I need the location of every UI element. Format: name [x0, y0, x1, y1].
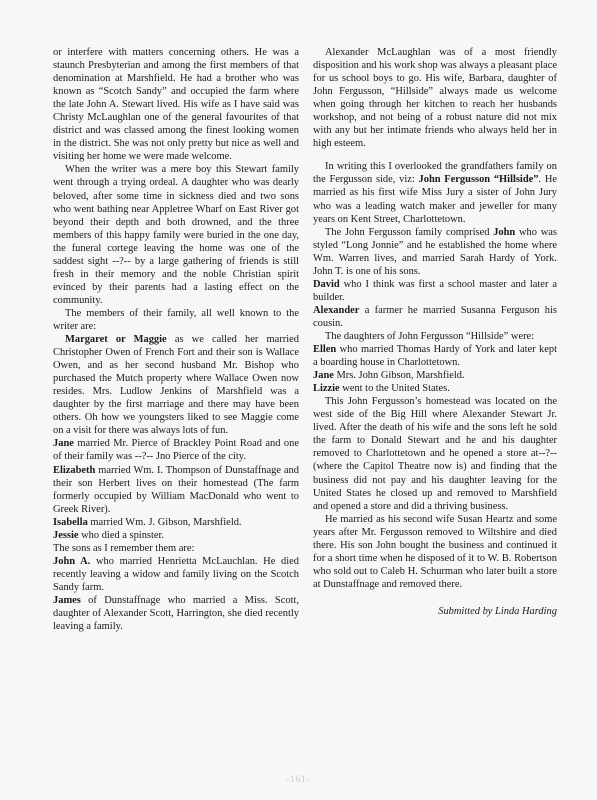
text-run: He married as his second wife Susan Heartz and some years after Mr. Fergusson removed to Wiltshire and died there. His son John bought the business and continued it for a short time when he disposed of it to W. B. Robertson who sold out to Caleb H. Schurman who later built a store at Dunstaffnage and removed there. — [313, 513, 557, 590]
paragraph — [53, 46, 299, 163]
paragraph — [313, 513, 557, 591]
paragraph — [53, 437, 299, 463]
text-run: Mrs. John Gibson, Marshfield. — [333, 370, 465, 382]
paragraph — [313, 382, 557, 395]
paragraph — [53, 464, 299, 516]
paragraph — [313, 330, 557, 343]
paragraph — [53, 516, 299, 529]
paragraph — [313, 278, 557, 304]
text-run: married Wm. J. Gibson, Marshfield. — [87, 516, 242, 528]
right-column — [313, 46, 557, 618]
bold-name: John A. — [53, 555, 91, 567]
paragraph — [313, 304, 557, 330]
text-run: as we called her married Christopher Owen of French Fort and their son is Wallace Owen, and as her second husband Mr. Bishop who purchased the Mutch property where Wallace Owen now resides. Mrs. Ludlow Jenkins of Marshfield was a daughter by the first marriage and there may have been others. Oh how we youngsters liked to see Maggie come on a visit for there was always lots of fun. — [53, 334, 299, 437]
text-run: . He married as his first wife Miss Jury a sister of John Jury who was a leading watch maker and jeweller for many years on Kent Street, Charlottetown. — [313, 174, 557, 225]
text-run: When the writer was a mere boy this Stewart family went through a trying ordeal. A daughter who was dearly beloved, after some time in sickness died and two sons who went bathing near Appletree Wharf on East River got beyond their depth and both drowned, and the three members of this happy family were buried in the one day, the funeral cortege leaving the home was one of the saddest sight --?-- by a large gathering of friends is still fresh in their memory and the noble Christian spirit evinced by their parents had a lasting effect on the community. — [53, 164, 299, 306]
text-run: or interfere with matters concerning others. He was a staunch Presbyterian and among the first members of that denomination at Marshfield. He had a brother who was known as “Scotch Sandy” and occupied the farm where the late John A. Stewart lived. His wife as I have said was Christy McLaughlan one of the general favourites of that district and was classed among the finest looking women in the district. She was not only pretty but nice as well and visiting her home we were made welcome. — [53, 47, 299, 163]
bold-name: Ellen — [313, 344, 337, 356]
bold-name: John Fergusson “Hillside” — [418, 174, 539, 186]
text-run: of Dunstaffnage who married a Miss. Scott, daughter of Alexander Scott, Harrington, she died recently leaving a family. — [53, 594, 299, 633]
text-run: who married Henrietta McLauchlan. He died recently leaving a widow and family living on the Scotch Sandy farm. — [53, 555, 299, 593]
bold-name: Jane — [53, 438, 74, 450]
paragraph — [313, 343, 557, 369]
paragraph — [53, 555, 299, 594]
bold-name: Jane — [313, 370, 334, 382]
paragraph — [53, 163, 299, 307]
bold-name: John — [493, 226, 516, 238]
text-run: who was styled “Long Jonnie” and he established the home where Wm. Warren lives, and married Sarah Hardy of York. John T. is one of his sons. — [313, 226, 557, 277]
paragraph — [313, 160, 557, 225]
bold-name: Lizzie — [313, 383, 340, 395]
text-run: The sons as I remember them are: — [53, 542, 195, 554]
paragraph — [313, 369, 557, 382]
left-column — [53, 46, 299, 633]
text-run: The daughters of John Fergusson “Hillside” were: — [325, 330, 535, 342]
text-run: married Wm. I. Thompson of Dunstaffnage and their son Herbert lives on their homestead (The farm formerly occupied by William MacDonald who went to Greek River). — [53, 464, 299, 515]
paragraph — [313, 395, 557, 512]
text-run: went to the United States. — [339, 383, 450, 395]
text-run: The members of their family, all well known to the writer are: — [53, 307, 299, 332]
page-number: -161- — [286, 774, 311, 784]
text-run: a farmer he married Susanna Ferguson his cousin. — [313, 304, 557, 329]
paragraph — [313, 226, 557, 278]
text-run: Alexander McLaughlan was of a most friendly disposition and his work shop was always a pleasant place for us school boys to go. His wife, Barbara, daughter of John Fergusson, “Hillside” always made us welcome when going through her kitchen to reach her husbands workshop, and not being of a robust nature did not mix with any but her intimate friends who always held her in high esteem. — [313, 47, 557, 150]
text-run: who I think was first a school master and later a builder. — [313, 278, 557, 303]
text-run: In writing this I overlooked the grandfathers family on the Fergusson side, viz: — [313, 161, 557, 186]
bold-name: David — [313, 278, 340, 290]
bold-name: Jessie — [53, 529, 79, 541]
text-run: This John Fergusson’s homestead was located on the west side of the Big Hill where Alexander Stewart Jr. lived. After the death of his wife and the sons left he sold the farm to Donald Stewart and he and his daughter removed to Charlottetown and he opened a store at--?-- (where the Capitol Theatre now is) and finding that the business did not pay and his daughter leaving for the United States he closed up and removed to Marshfield and opened a store and did a thriving business. — [313, 396, 557, 512]
right-column-paragraphs — [313, 46, 557, 591]
bold-name: Isabella — [53, 516, 88, 528]
paragraph — [53, 594, 299, 633]
paragraph — [53, 307, 299, 333]
text-run: The John Fergusson family comprised — [325, 226, 494, 238]
text-run: married Mr. Pierce of Brackley Point Road and one of their family was --?-- Jno Pierce of the city. — [53, 438, 299, 463]
bold-name: James — [53, 594, 81, 606]
paragraph — [53, 529, 299, 542]
paragraph — [53, 542, 299, 555]
bold-name: Alexander — [313, 304, 360, 316]
bold-name: Elizabeth — [53, 464, 96, 476]
signature: Submitted by Linda Harding — [438, 605, 557, 617]
text-run: who married Thomas Hardy of York and later kept a boarding house in Charlottetown. — [313, 344, 557, 369]
bold-name: Margaret or Maggie — [65, 334, 167, 346]
paragraph — [313, 46, 557, 150]
paragraph — [53, 333, 299, 437]
text-run: who died a spinster. — [78, 529, 165, 541]
